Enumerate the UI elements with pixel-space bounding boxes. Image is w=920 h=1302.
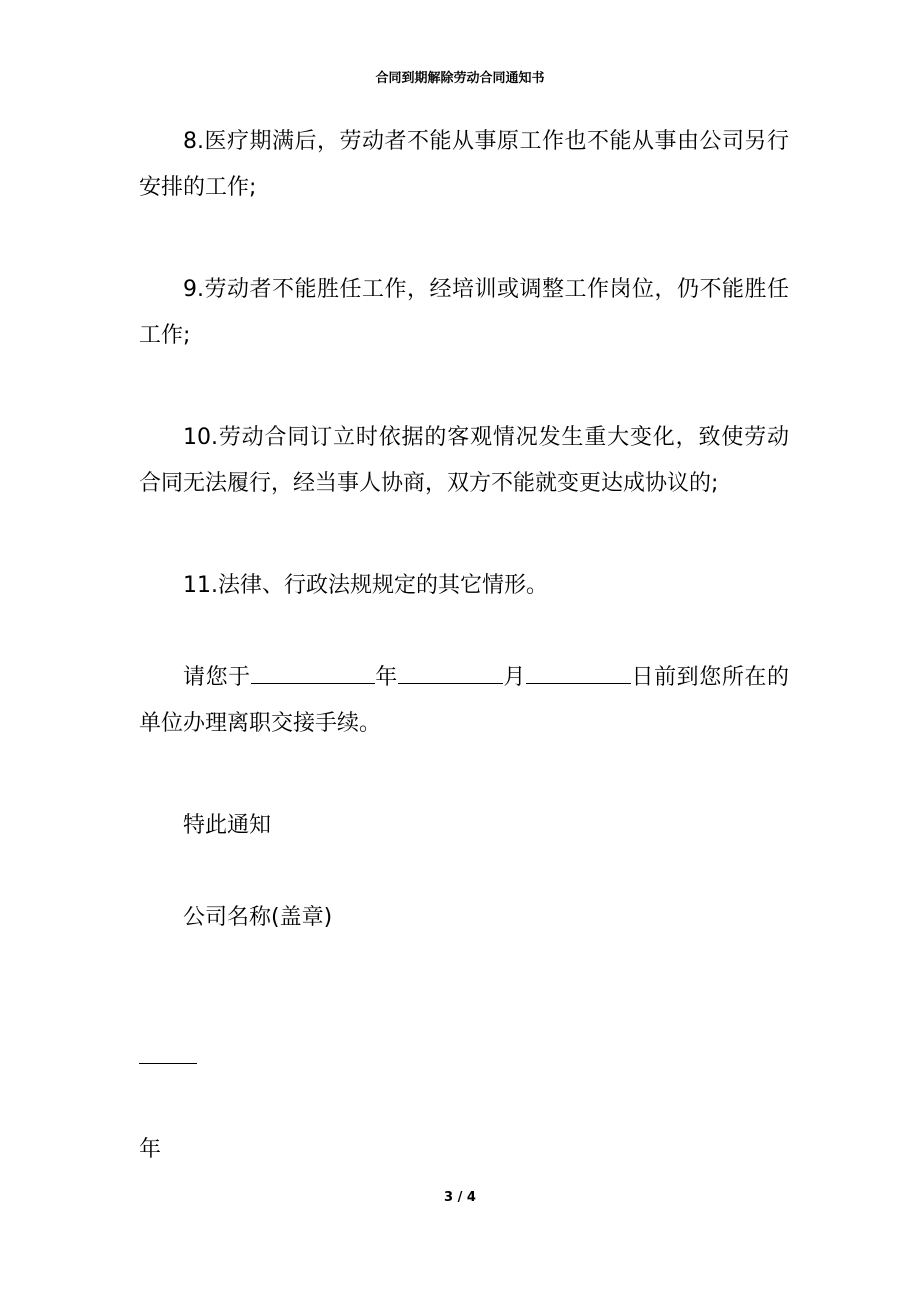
page-header-title: 合同到期解除劳动合同通知书 [375,71,545,86]
document-body [139,119,789,997]
request-month-label: 月 [502,665,526,690]
clause-10: 10.劳动合同订立时依据的客观情况发生重大变化，致使劳动合同无法履行，经当事人协商，双方不能就变更达成协议的; [139,425,789,496]
clause-8: 8.医疗期满后，劳动者不能从事原工作也不能从事由公司另行安排的工作; [139,129,789,200]
request-suffix: 日前到您所在的单位办理离职交接手续。 [139,665,789,736]
request-prefix: 请您于 [183,665,251,690]
company-seal-line: 公司名称(盖章) [183,905,333,930]
request-year-label: 年 [374,665,398,690]
day-blank [526,659,631,684]
year-label: 年 [139,1137,162,1162]
clause-9: 9.劳动者不能胜任工作，经培训或调整工作岗位，仍不能胜任工作; [139,277,789,348]
signature-blank-line [139,1063,197,1064]
month-blank [398,659,503,684]
clause-11: 11.法律、行政法规规定的其它情形。 [183,573,548,598]
handover-request [139,655,789,747]
page-number: 3 / 4 [444,1190,476,1205]
notice-line: 特此通知 [183,813,272,838]
year-blank [251,659,375,684]
